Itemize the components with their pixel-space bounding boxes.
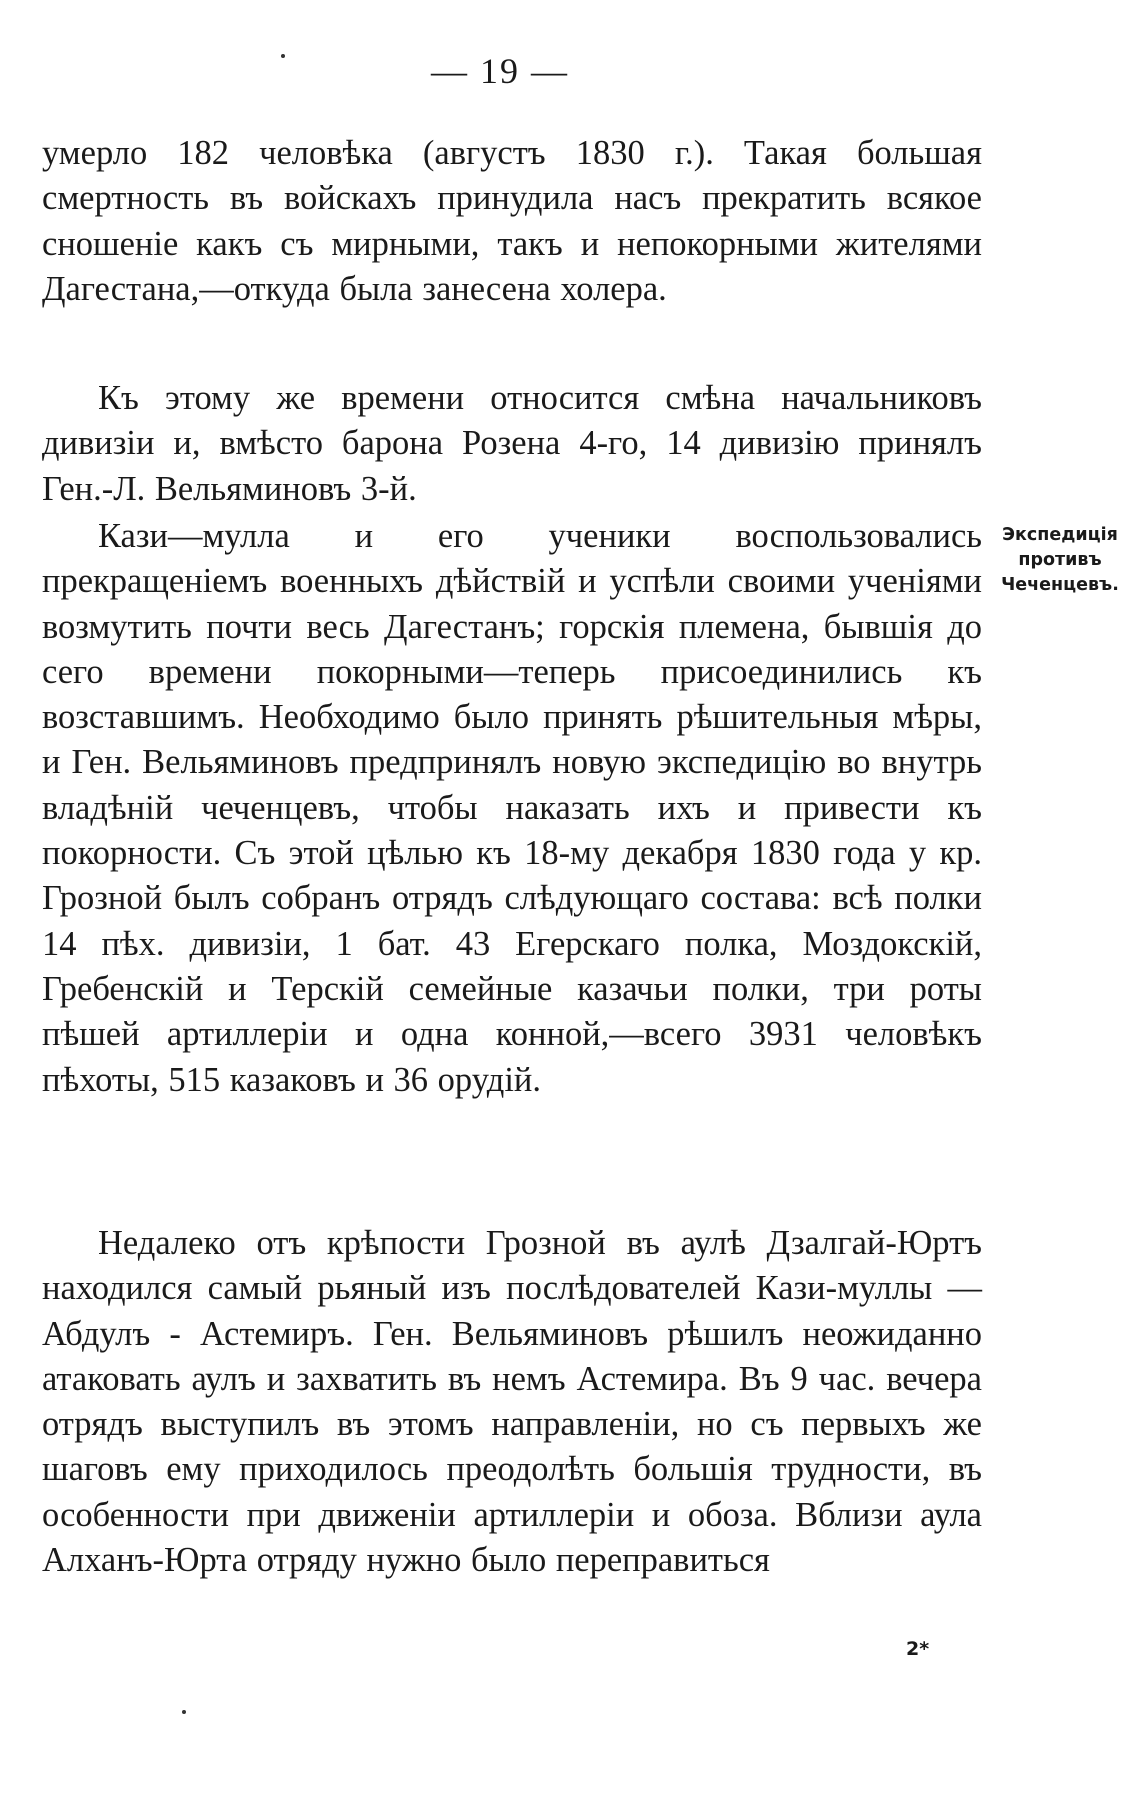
margin-note-line-1: Экспедиція: [1002, 525, 1118, 545]
margin-note-line-2: противъ: [1018, 550, 1102, 570]
paragraph-2: Къ этому же времени относится смѣна начальниковъ дивизіи и, вмѣсто барона Розена 4-го, 14 дивизію принялъ Ген.-Л. Вельяминовъ 3-й.: [42, 379, 982, 508]
paragraph-4: Недалеко отъ крѣпости Грозной въ аулѣ Дзалгай-Юртъ находился самый рьяный изъ послѣдователей Кази-муллы — Абдулъ - Астемиръ. Ген. Вельяминовъ рѣшилъ неожиданно атаковать аулъ и захватить въ немъ Астемира. Въ 9 час. вечера отрядъ выступилъ въ этомъ направленіи, но съ первыхъ же шаговъ ему приходилось преодолѣть большія трудности, въ особенности при движеніи артиллеріи и обоза. Вблизи аула Алханъ-Юрта отряду нужно было переправиться: [42, 1224, 982, 1580]
signature-mark: 2*: [906, 1638, 930, 1660]
print-speck: [182, 1710, 186, 1714]
margin-note-line-3: Чеченцевъ.: [1001, 575, 1119, 595]
margin-note: [985, 523, 1135, 598]
paragraph-3: Кази—мулла и его ученики воспользовались прекращеніемъ военныхъ дѣйствій и успѣли своими ученіями возмутить почти весь Дагестанъ; горскія племена, бывшія до сего времени покорными—теперь присоединились къ возставшимъ. Необходимо было принять рѣшительныя мѣры, и Ген. Вельяминовъ предпринялъ новую экспедицію во внутрь владѣній чеченцевъ, чтобы наказать ихъ и привести къ покорности. Съ этой цѣлью къ 18-му декабря 1830 года у кр. Грозной былъ собранъ отрядъ слѣдующаго состава: всѣ полки 14 пѣх. дивизіи, 1 бат. 43 Егерскаго полка, Моздокскій, Гребенскій и Терскій семейные казачьи полки, три роты пѣшей артиллеріи и одна конной,—всего 3931 человѣкъ пѣхоты, 515 казаковъ и 36 орудій.: [42, 517, 982, 1099]
print-speck: [281, 54, 285, 58]
paragraph-1: умерло 182 человѣка (августъ 1830 г.). Такая большая смертность въ войскахъ принудила насъ прекратить всякое сношеніе какъ съ мирными, такъ и непокорными жителями Дагестана,—откуда была занесена холера.: [42, 134, 982, 308]
page-number: — 19 —: [431, 51, 569, 91]
